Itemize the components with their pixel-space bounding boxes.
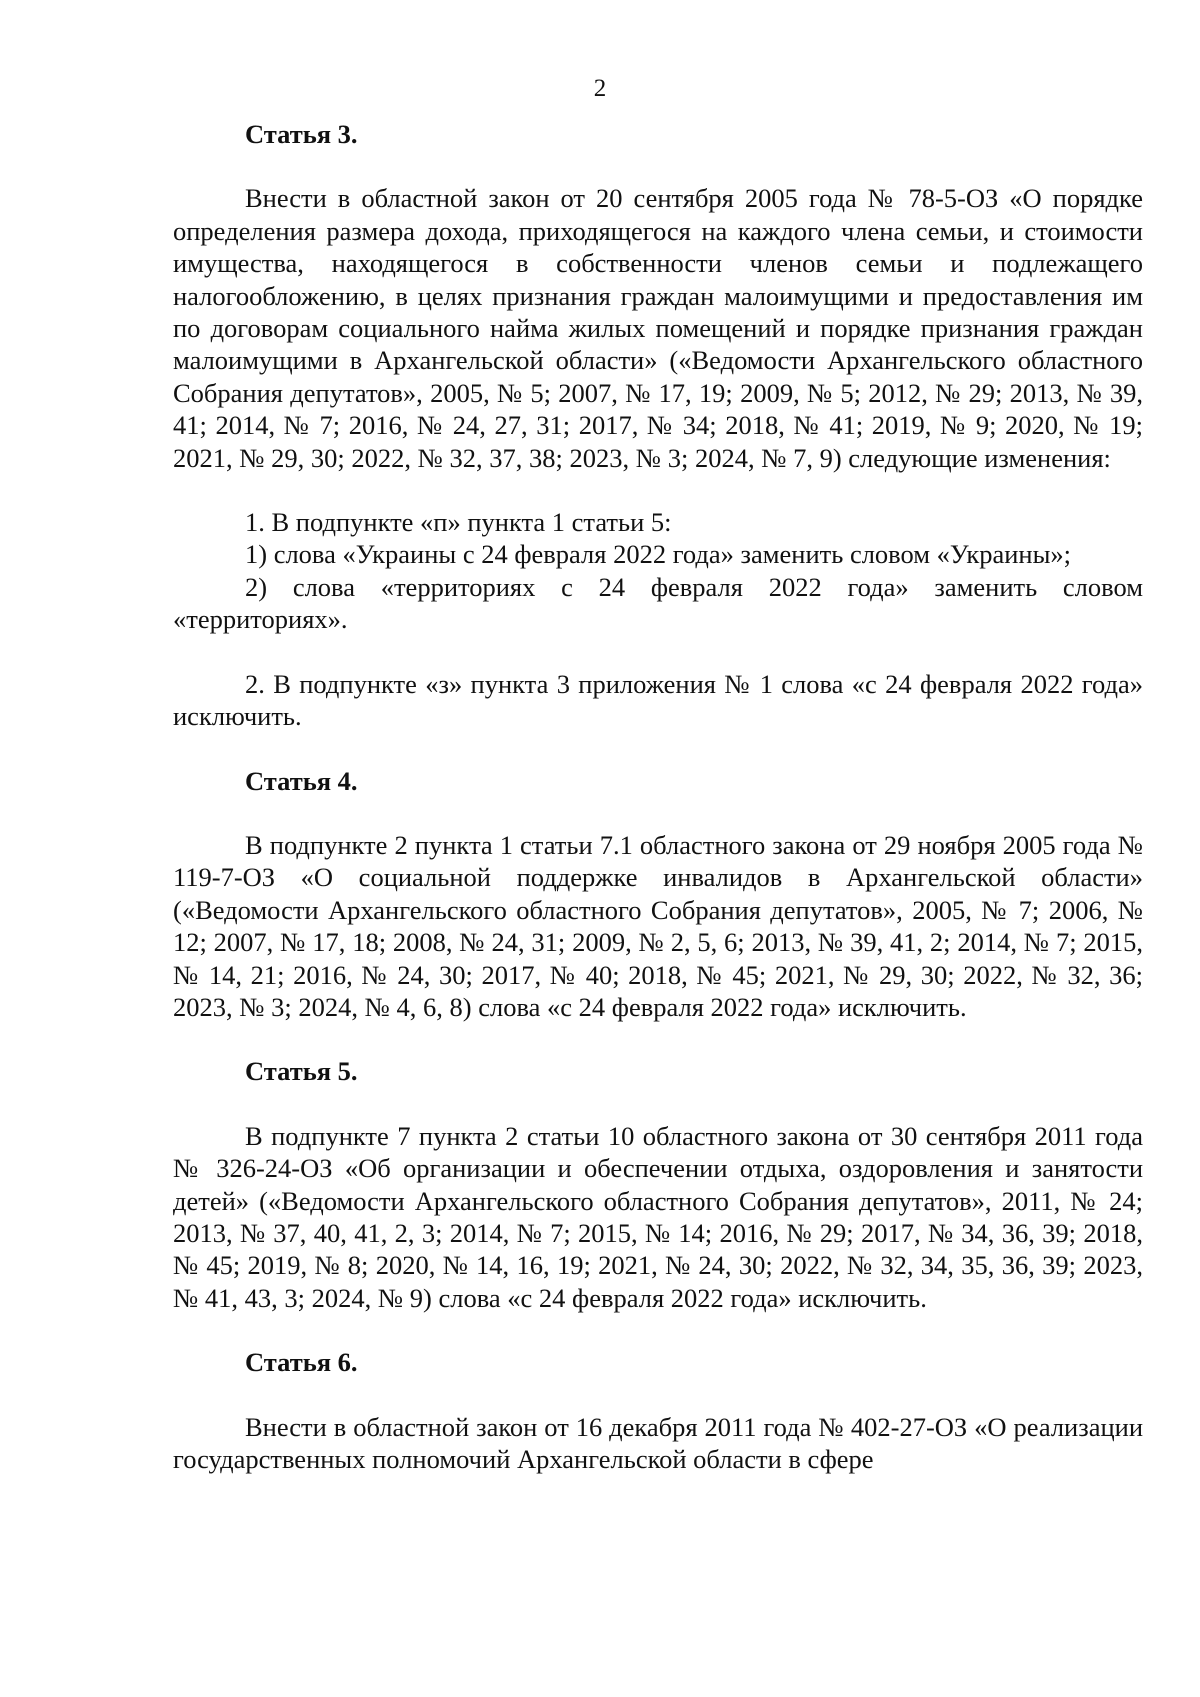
article-heading: Статья 5. xyxy=(245,1056,358,1087)
article-heading: Статья 6. xyxy=(245,1347,358,1378)
article-heading: Статья 3. xyxy=(245,119,358,149)
list-subitem: 1) слова «Украины с 24 февраля 2022 года» заменить словом «Украины»; xyxy=(245,539,1072,570)
article-paragraph: Внести в областной закон от 20 сентября 2005 года № 78-5-ОЗ «О порядке определения размера дохода, приходящегося на каждого члена семьи, и стоимости имущества, находящегося в собственности членов семьи и подлежащего налогообложению, в целях признания граждан малоимущими и предоставления им по договорам социального найма жилых помещений и порядке признания граждан малоимущими в Архангельской области» («Ведомости Архангельского областного Собрания депутатов», 2005, № 5; 2007, № 17, 19; 2009, № 5; 2012, № 29; 2013, № 39, 41; 2014, № 7; 2016, № 24, 27, 31; 2017, № 34; 2018, № 41; 2019, № 9; 2020, № 19; 2021, № 29, 30; 2022, № 32, 37, 38; 2023, № 3; 2024, № 7, 9) следующие изменения: xyxy=(173,183,1143,473)
article-heading: Статья 4. xyxy=(245,765,358,796)
list-item-intro: 1. В подпункте «п» пункта 1 статьи 5: xyxy=(245,507,672,538)
article-3 xyxy=(173,118,1143,733)
document-body xyxy=(173,118,1143,1475)
list-item: 2. В подпункте «з» пункта 3 приложения № 1 слова «с 24 февраля 2022 года» исключить. xyxy=(173,668,1143,732)
article-4 xyxy=(173,765,1143,1024)
list-subitem: 2) слова «территориях с 24 февраля 2022 года» заменить словом «территориях». xyxy=(173,571,1143,635)
article-paragraph: Внести в областной закон от 16 декабря 2011 года № 402-27-ОЗ «О реализации государственных полномочий Архангельской области в сфере xyxy=(173,1411,1143,1474)
article-paragraph: В подпункте 2 пункта 1 статьи 7.1 областного закона от 29 ноября 2005 года № 119-7-ОЗ «О социальной поддержке инвалидов в Архангельской области» («Ведомости Архангельского областного Собрания депутатов», 2005, № 7; 2006, № 12; 2007, № 17, 18; 2008, № 24, 31; 2009, № 2, 5, 6; 2013, № 39, 41, 2; 2014, № 7; 2015, № 14, 21; 2016, № 24, 30; 2017, № 40; 2018, № 45; 2021, № 29, 30; 2022, № 32, 36; 2023, № 3; 2024, № 4, 6, 8) слова «с 24 февраля 2022 года» исключить. xyxy=(173,829,1143,1022)
article-6 xyxy=(173,1346,1143,1475)
article-paragraph: В подпункте 7 пункта 2 статьи 10 областного закона от 30 сентября 2011 года № 326-24-ОЗ «Об организации и обеспечении отдыха, оздоровления и занятости детей» («Ведомости Архангельского областного Собрания депутатов», 2011, № 24; 2013, № 37, 40, 41, 2, 3; 2014, № 7; 2015, № 14; 2016, № 29; 2017, № 34, 36, 39; 2018, № 45; 2019, № 8; 2020, № 14, 16, 19; 2021, № 24, 30; 2022, № 32, 34, 35, 36, 39; 2023, № 41, 43, 3; 2024, № 9) слова «с 24 февраля 2022 года» исключить. xyxy=(173,1120,1143,1313)
page-number: 2 xyxy=(593,75,607,102)
article-5 xyxy=(173,1055,1143,1314)
